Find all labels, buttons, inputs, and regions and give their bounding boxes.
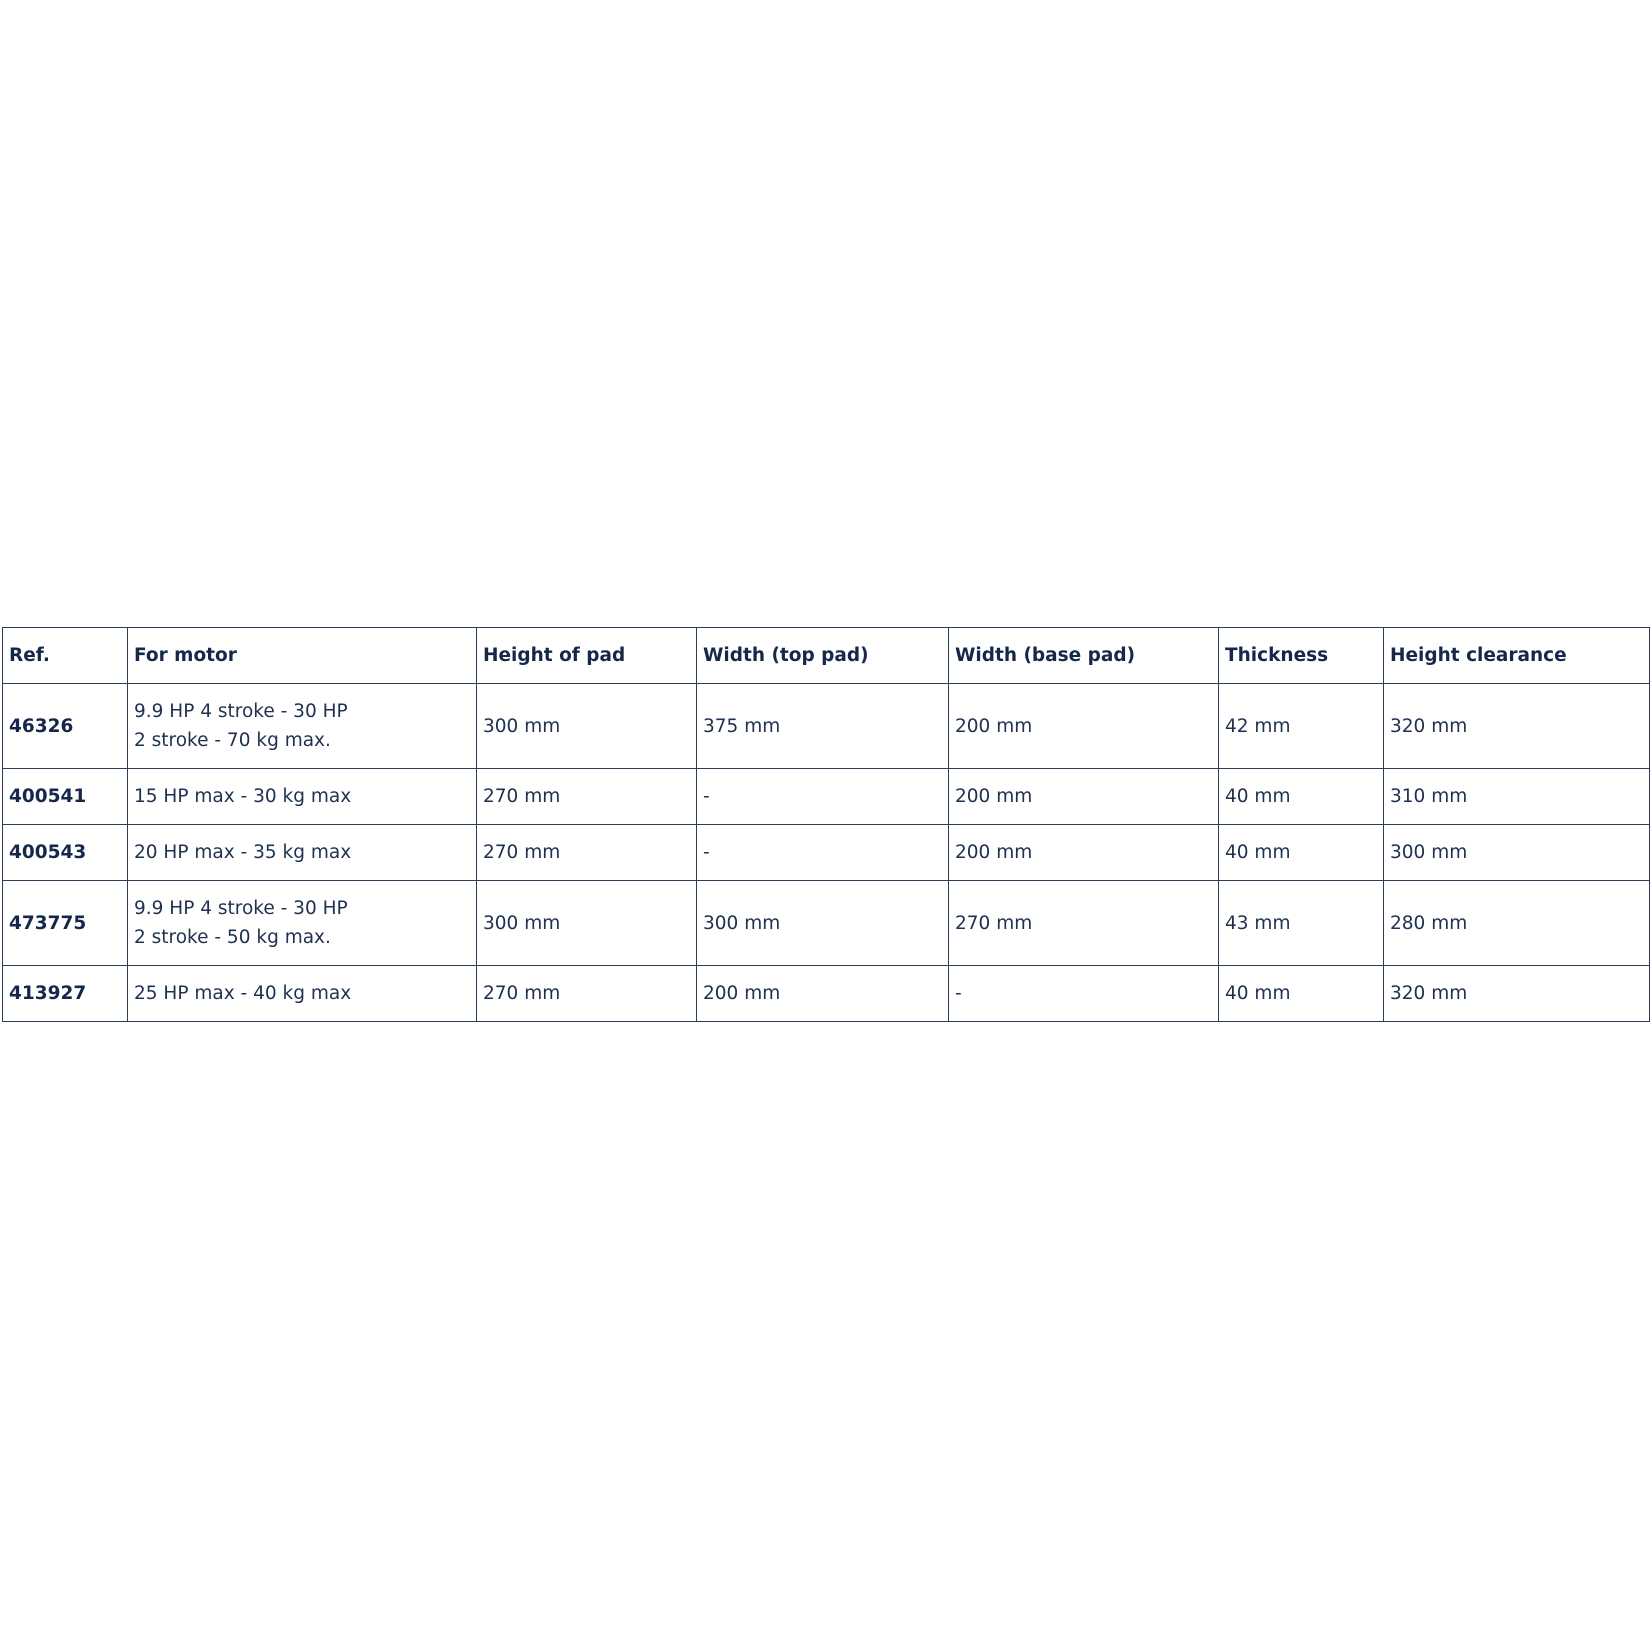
cell-thickness: 40 mm [1219,769,1384,825]
cell-for-motor [128,769,477,825]
table-row [3,825,1650,881]
cell-for-motor [128,825,477,881]
cell-width-base-pad: 270 mm [949,881,1219,966]
cell-height-of-pad: 300 mm [477,881,697,966]
cell-height-of-pad: 270 mm [477,769,697,825]
col-header-height-of-pad: Height of pad [477,628,697,684]
header-row [3,628,1650,684]
cell-thickness: 40 mm [1219,966,1384,1022]
cell-height-clearance: 280 mm [1384,881,1650,966]
cell-ref: 400543 [3,825,128,881]
col-header-height-clearance: Height clearance [1384,628,1650,684]
cell-ref: 473775 [3,881,128,966]
cell-height-clearance: 310 mm [1384,769,1650,825]
cell-width-top-pad: - [697,769,949,825]
cell-for-motor-line: 25 HP max - 40 kg max [134,983,352,1004]
table-row [3,684,1650,769]
col-header-ref: Ref. [3,628,128,684]
col-header-thickness: Thickness [1219,628,1384,684]
cell-height-clearance: 300 mm [1384,825,1650,881]
cell-width-top-pad: - [697,825,949,881]
cell-width-base-pad: 200 mm [949,825,1219,881]
cell-height-of-pad: 300 mm [477,684,697,769]
cell-width-top-pad: 300 mm [697,881,949,966]
cell-height-clearance: 320 mm [1384,966,1650,1022]
cell-height-clearance: 320 mm [1384,684,1650,769]
cell-height-of-pad: 270 mm [477,825,697,881]
cell-for-motor-line: 20 HP max - 35 kg max [134,842,352,863]
cell-for-motor [128,684,477,769]
cell-for-motor-line: 9.9 HP 4 stroke - 30 HP [134,701,348,722]
col-header-for-motor: For motor [128,628,477,684]
cell-width-base-pad: - [949,966,1219,1022]
cell-for-motor-line: 15 HP max - 30 kg max [134,786,352,807]
spec-table [2,627,1650,1022]
table-row [3,881,1650,966]
table-row [3,769,1650,825]
cell-ref: 413927 [3,966,128,1022]
cell-for-motor [128,966,477,1022]
cell-for-motor-line: 9.9 HP 4 stroke - 30 HP [134,898,348,919]
cell-width-base-pad: 200 mm [949,769,1219,825]
cell-thickness: 40 mm [1219,825,1384,881]
table-row [3,966,1650,1022]
cell-width-top-pad: 375 mm [697,684,949,769]
cell-ref: 46326 [3,684,128,769]
cell-thickness: 43 mm [1219,881,1384,966]
cell-ref: 400541 [3,769,128,825]
cell-height-of-pad: 270 mm [477,966,697,1022]
cell-for-motor-line: 2 stroke - 70 kg max. [134,730,331,751]
col-header-width-top-pad: Width (top pad) [697,628,949,684]
cell-width-base-pad: 200 mm [949,684,1219,769]
cell-for-motor-line: 2 stroke - 50 kg max. [134,927,331,948]
cell-width-top-pad: 200 mm [697,966,949,1022]
cell-for-motor [128,881,477,966]
col-header-width-base-pad: Width (base pad) [949,628,1219,684]
cell-thickness: 42 mm [1219,684,1384,769]
